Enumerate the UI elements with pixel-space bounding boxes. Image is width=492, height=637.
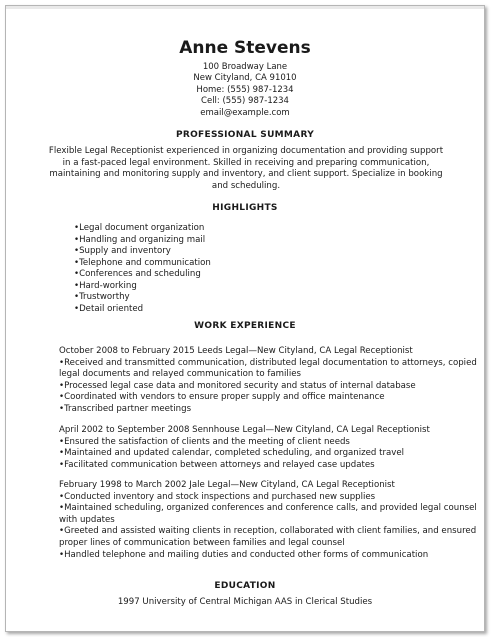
job-bullet: •Facilitated communication between attorneys and relayed case updates: [59, 459, 375, 470]
highlights-heading: HIGHLIGHTS: [212, 203, 278, 213]
job-entry: [59, 425, 479, 471]
applicant-name: Anne Stevens: [179, 38, 311, 58]
education-heading: EDUCATION: [214, 581, 276, 591]
resume-page: [5, 5, 485, 632]
summary-heading: PROFESSIONAL SUMMARY: [175, 130, 315, 140]
experience-heading: WORK EXPERIENCE: [194, 321, 296, 331]
job-bullet: •Received and transmitted communication, distributed legal documentation to attorneys, copied legal documents and relayed communication to families: [59, 357, 477, 380]
highlight-item: •Handling and organizing mail: [74, 234, 206, 245]
job-bullet: •Ensured the satisfaction of clients and the meeting of client needs: [59, 436, 350, 447]
education-entry: 1997 University of Central Michigan AAS in Clerical Studies: [117, 597, 373, 607]
city-line: New Cityland, CA 91010: [193, 73, 297, 84]
job-bullet: •Processed legal case data and monitored security and status of internal database: [59, 380, 416, 391]
highlight-item: •Hard-working: [74, 280, 137, 291]
cell-phone: Cell: (555) 987-1234: [201, 96, 289, 107]
highlight-item: •Supply and inventory: [74, 246, 171, 256]
job-bullet: •Handled telephone and mailing duties and conducted other forms of communication: [59, 549, 429, 560]
job-bullet: •Maintained and updated calendar, completed scheduling, and organized travel: [59, 448, 405, 459]
highlight-item: •Telephone and communication: [74, 257, 211, 268]
job-bullet: •Transcribed partner meetings: [59, 403, 192, 414]
job-bullet: •Conducted inventory and stock inspections and purchased new supplies: [59, 491, 376, 502]
job-entry: [59, 346, 479, 416]
job-header: October 2008 to February 2015 Leeds Legal—New Cityland, CA Legal Receptionist: [59, 346, 413, 356]
highlights-list: [74, 223, 211, 315]
email: email@example.com: [200, 107, 290, 118]
summary-text: Flexible Legal Receptionist experienced in organizing documentation and providing support in a fast-paced legal environment. Skilled in receiving and preparing communication, maintaining and monitoring supply and inventory, and client support. Specialize in booking and scheduling.: [48, 146, 444, 191]
job-bullet: •Greeted and assisted waiting clients in reception, collaborated with client families, and ensured proper lines of communication between families and legal counsel: [59, 526, 477, 548]
highlight-item: •Detail oriented: [74, 303, 144, 314]
contact-block: [6, 62, 484, 119]
job-entry: [59, 480, 479, 561]
job-bullet: •Coordinated with vendors to ensure proper supply and office maintenance: [59, 392, 385, 403]
highlight-item: •Trustworthy: [74, 292, 130, 302]
highlight-item: •Conferences and scheduling: [74, 269, 201, 279]
highlight-item: •Legal document organization: [74, 223, 205, 233]
job-header: February 1998 to March 2002 Jale Legal—New Cityland, CA Legal Receptionist: [59, 480, 395, 490]
job-header: April 2002 to September 2008 Sennhouse Legal—New Cityland, CA Legal Receptionist: [59, 425, 430, 435]
address-line: 100 Broadway Lane: [202, 62, 288, 72]
home-phone: Home: (555) 987-1234: [196, 84, 294, 95]
job-bullet: •Maintained scheduling, organized conferences and conference calls, and provided legal counsel with updates: [59, 503, 477, 525]
